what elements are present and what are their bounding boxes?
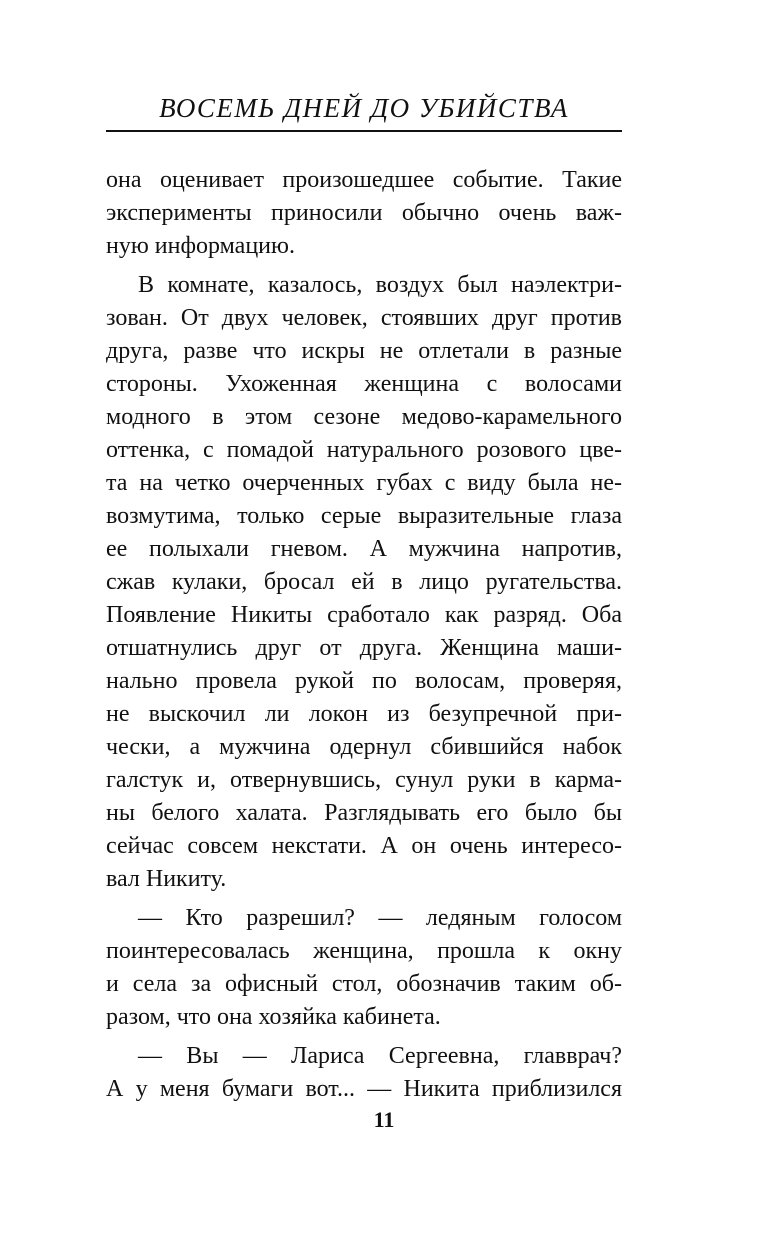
text-line: она оценивает произошедшее событие. Такие bbox=[106, 167, 622, 193]
paragraph bbox=[106, 269, 622, 896]
text-line: не выскочил ли локон из безупречной при- bbox=[106, 701, 622, 727]
text-line: друга, разве что искры не отлетали в разные bbox=[106, 338, 622, 364]
text-line: ее полыхали гневом. А мужчина напротив, bbox=[106, 536, 622, 562]
text-line: чески, а мужчина одернул сбившийся набок bbox=[106, 734, 622, 760]
paragraph bbox=[106, 1040, 622, 1106]
text-line: ную информацию. bbox=[106, 233, 295, 259]
page-number: 11 bbox=[373, 1107, 395, 1132]
text-line: ны белого халата. Разглядывать его было бы bbox=[106, 800, 622, 826]
text-line: поинтересовалась женщина, прошла к окну bbox=[106, 938, 622, 964]
text-line: модного в этом сезоне медово-карамельного bbox=[106, 404, 622, 430]
text-line: возмутима, только серые выразительные глаза bbox=[106, 503, 622, 529]
text-line: — Кто разрешил? — ледяным голосом bbox=[138, 905, 622, 931]
paragraph bbox=[106, 902, 622, 1034]
text-line: та на четко очерченных губах с виду была не- bbox=[106, 470, 622, 496]
text-line: нально провела рукой по волосам, проверяя, bbox=[106, 668, 622, 694]
text-line: сжав кулаки, бросал ей в лицо ругательства. bbox=[106, 569, 622, 595]
text-line: — Вы — Лариса Сергеевна, главврач? bbox=[138, 1043, 622, 1069]
text-line: эксперименты приносили обычно очень важ- bbox=[106, 200, 622, 226]
text-line: и села за офисный стол, обозначив таким об- bbox=[106, 971, 622, 997]
text-line: вал Никиту. bbox=[106, 866, 227, 892]
text-line: А у меня бумаги вот... — Никита приблизился bbox=[106, 1076, 622, 1102]
text-line: оттенка, с помадой натурального розового цве- bbox=[106, 437, 622, 463]
text-line: разом, что она хозяйка кабинета. bbox=[106, 1004, 441, 1030]
header-rule bbox=[106, 130, 622, 132]
text-line: галстук и, отвернувшись, сунул руки в карма- bbox=[106, 767, 622, 793]
text-line: В комнате, казалось, воздух был наэлектри- bbox=[138, 272, 622, 298]
text-line: зован. От двух человек, стоявших друг против bbox=[106, 305, 622, 331]
body-text bbox=[106, 164, 622, 1106]
text-line: сейчас совсем некстати. А он очень интересо- bbox=[106, 833, 622, 859]
paragraph bbox=[106, 164, 622, 263]
text-line: стороны. Ухоженная женщина с волосами bbox=[106, 371, 622, 397]
running-head-title: ВОСЕМЬ ДНЕЙ ДО УБИЙСТВА bbox=[159, 93, 569, 123]
text-line: Появление Никиты сработало как разряд. Оба bbox=[106, 602, 622, 628]
text-line: отшатнулись друг от друга. Женщина маши- bbox=[106, 635, 622, 661]
